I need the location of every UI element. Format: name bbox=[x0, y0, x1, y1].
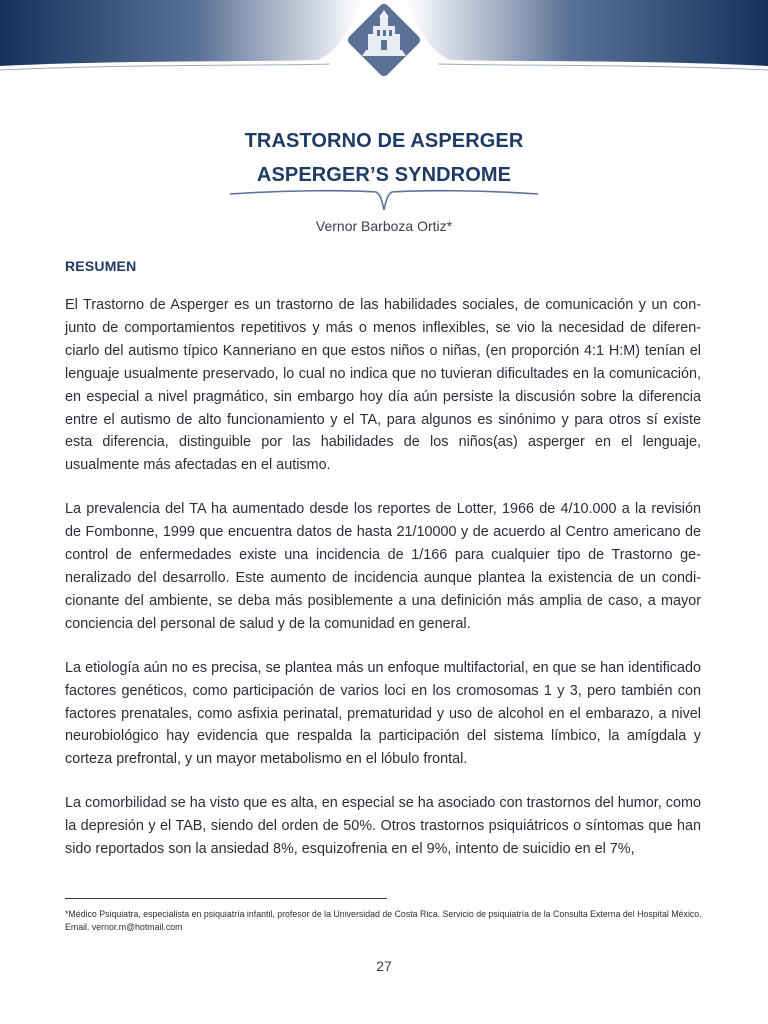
author-footnote: *Médico Psiquiatra, especialista en psiquiatría infantil, profesor de la Universidad de Costa Rica. Servicio de psiquiatría de la Consulta Externa del Hospital México. Email. vernor.m@hotmail.com bbox=[65, 909, 702, 932]
page-number: 27 bbox=[376, 958, 392, 974]
paragraph: La comorbilidad se ha visto que es alta, en especial se ha asociado con trastornos del humor, como la depresión y el TAB, siendo del orden de 50%. Otros trastornos psiquiátricos o síntomas que han sido reportados son la ansiedad 8%, esquizofrenia en el 9%, intento de suicidio en el 7%, bbox=[65, 795, 701, 858]
abstract-heading: RESUMEN bbox=[65, 258, 137, 274]
header-band-right bbox=[406, 0, 768, 66]
article-title bbox=[0, 124, 768, 192]
title-english: ASPERGER’S SYNDROME bbox=[256, 164, 512, 186]
title-spanish: TRASTORNO DE ASPERGER bbox=[244, 130, 524, 152]
paragraph: El Trastorno de Asperger es un trastorno de las habilidades sociales, de comunicación y un conjunto de comportamientos repetitivos y más o menos inflexibles, se vio la necesidad de diferenciarlo del autismo típico Kanneriano en que estos niños o niñas, (en proporción 4:1 H:M) tenían el lenguaje usualmente preservado, lo cual no indica que no tuvieran dificultades en la comunicación, en especial a nivel pragmático, sin embargo hoy día aún persiste la discusión sobre la diferencia entre el autismo de alto funcionamiento y el TA, para algunos es sinónimo y para otros sí existe esta diferencia, distinguible por las habilidades de los niños(as) asperger en el lenguaje, usualmente más afectadas en el autismo. bbox=[65, 297, 701, 474]
author-name: Vernor Barboza Ortiz* bbox=[315, 218, 453, 234]
paragraph: La prevalencia del TA ha aumentado desde los reportes de Lotter, 1966 de 4/10.000 a la revisión de Fombonne, 1999 que encuentra datos de hasta 21/10000 y de acuerdo al Centro americano de control de enfermedades existe una incidencia de 1/166 para cualquier tipo de Trastorno generalizado del desarrollo. Este aumento de incidencia aunque plantea la existencia de un condicionante del ambiente, se deba más posiblemente a una definición más amplia de caso, a mayor conciencia del personal de salud y de la comunidad en general. bbox=[65, 501, 701, 632]
title-ornament bbox=[228, 186, 540, 216]
header-band-left bbox=[0, 0, 362, 66]
header-band bbox=[0, 0, 768, 110]
paragraph: La etiología aún no es precisa, se plantea más un enfoque multifactorial, en que se han identificado factores genéticos, como participación de varios loci en los cromosomas 1 y 3, pero también con factores prenatales, como asfixia perinatal, prematuridad y uso de alcohol en el embarazo, a nivel neurobiológico hay evidencia que respalda la participación del sistema límbico, la amígdala y corteza prefrontal, y un mayor metabolismo en el lóbulo frontal. bbox=[65, 659, 701, 768]
abstract-body bbox=[65, 294, 701, 882]
footnote-divider bbox=[65, 898, 387, 899]
